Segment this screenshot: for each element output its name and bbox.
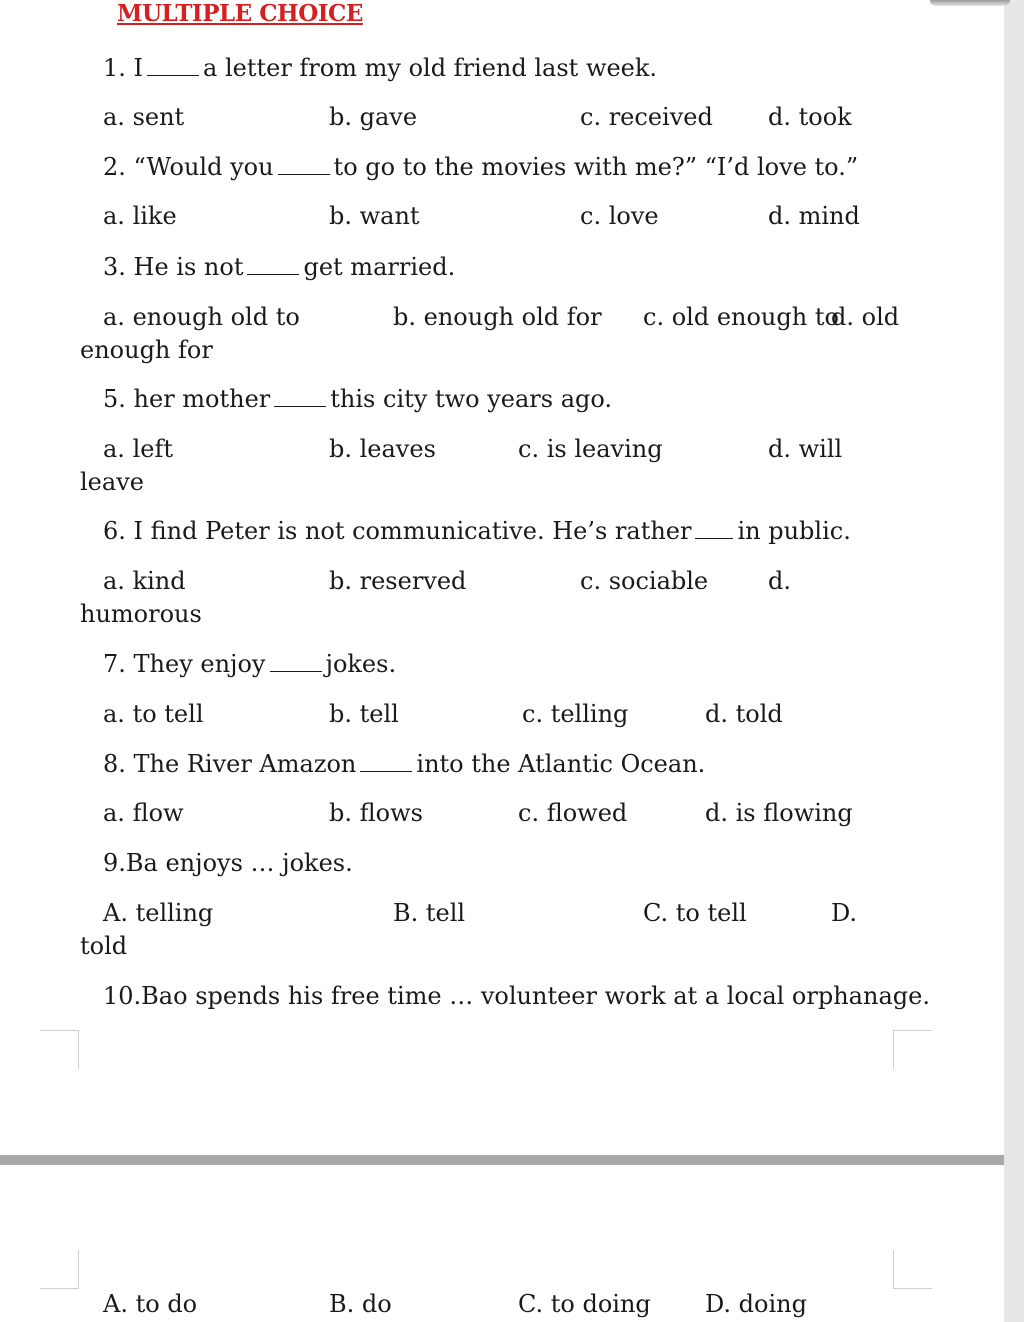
question-text-start: 7. They enjoy: [103, 650, 266, 678]
option-a: a. to tell: [103, 700, 204, 728]
option-a: a. flow: [103, 799, 184, 827]
question-text-end: this city two years ago.: [330, 385, 613, 413]
question-text-start: 5. her mother: [103, 385, 271, 413]
answer-blank: [278, 156, 330, 175]
question-text-start: 8. The River Amazon: [103, 750, 357, 778]
question-text-end: jokes.: [325, 650, 397, 678]
option-d: d. told: [705, 700, 783, 728]
question-text-start: 2. “Would you: [103, 153, 274, 181]
option-c: c. old enough to: [643, 303, 839, 331]
page-edge: [1004, 0, 1024, 1322]
option-d-wrap: enough for: [80, 336, 213, 364]
option-d: D.: [831, 899, 858, 927]
option-d-wrap: told: [80, 932, 128, 960]
option-b: b. flows: [329, 799, 423, 827]
answer-blank: [270, 653, 322, 672]
page-break-separator: [0, 1155, 1004, 1165]
option-d: d.: [768, 567, 791, 595]
question-text-end: a letter from my old friend last week.: [203, 54, 658, 82]
option-d: d. took: [768, 103, 852, 131]
question-text-end: to go to the movies with me?” “I’d love to.”: [333, 153, 859, 181]
option-a: a. kind: [103, 567, 186, 595]
option-a: a. enough old to: [103, 303, 300, 331]
option-d: d. mind: [768, 202, 860, 230]
question-8: [103, 749, 705, 779]
option-b: b. reserved: [329, 567, 467, 595]
answer-blank: [695, 520, 733, 539]
option-c: c. sociable: [580, 567, 709, 595]
option-d: d. old: [831, 303, 900, 331]
option-c: C. to doing: [518, 1290, 651, 1318]
margin-corner-mark: [893, 1250, 932, 1289]
question-text-end: get married.: [303, 253, 456, 281]
answer-blank: [147, 57, 199, 76]
option-b: b. enough old for: [393, 303, 602, 331]
margin-corner-mark: [40, 1030, 79, 1069]
question-text-start: 6. I find Peter is not communicative. He’s rather: [103, 517, 692, 545]
question-text-end: in public.: [737, 517, 851, 545]
option-d-wrap: humorous: [80, 600, 202, 628]
question-text-start: 1. I: [103, 54, 144, 82]
option-b: B. do: [329, 1290, 392, 1318]
question-7: [103, 649, 396, 679]
option-b: b. gave: [329, 103, 418, 131]
option-a: A. to do: [103, 1290, 198, 1318]
option-b: b. leaves: [329, 435, 436, 463]
option-b: b. tell: [329, 700, 399, 728]
question-3: [103, 252, 455, 282]
page-curl-shadow: [930, 0, 1010, 6]
question-10: 10.Bao spends his free time … volunteer work at a local orphanage.: [103, 982, 930, 1010]
question-text-start: 3. He is not: [103, 253, 244, 281]
option-b: B. tell: [393, 899, 466, 927]
option-a: a. sent: [103, 103, 185, 131]
question-text-end: into the Atlantic Ocean.: [416, 750, 706, 778]
answer-blank: [247, 256, 299, 275]
option-a: A. telling: [103, 899, 214, 927]
option-d: D. doing: [705, 1290, 807, 1318]
question-5: [103, 384, 612, 414]
option-c: c. flowed: [518, 799, 628, 827]
option-d: d. will: [768, 435, 843, 463]
option-d: d. is flowing: [705, 799, 853, 827]
question-9: 9.Ba enjoys … jokes.: [103, 849, 353, 877]
question-1: [103, 53, 657, 83]
option-c: c. love: [580, 202, 659, 230]
margin-corner-mark: [893, 1030, 932, 1069]
option-b: b. want: [329, 202, 420, 230]
margin-corner-mark: [40, 1250, 79, 1289]
option-c: c. is leaving: [518, 435, 663, 463]
section-title: MULTIPLE CHOICE: [117, 0, 363, 27]
question-6: [103, 516, 851, 546]
question-2: [103, 152, 858, 182]
option-a: a. like: [103, 202, 177, 230]
answer-blank: [360, 753, 412, 772]
option-c: C. to tell: [643, 899, 747, 927]
option-c: c. telling: [522, 700, 629, 728]
answer-blank: [274, 388, 326, 407]
option-d-wrap: leave: [80, 468, 144, 496]
option-c: c. received: [580, 103, 713, 131]
option-a: a. left: [103, 435, 173, 463]
